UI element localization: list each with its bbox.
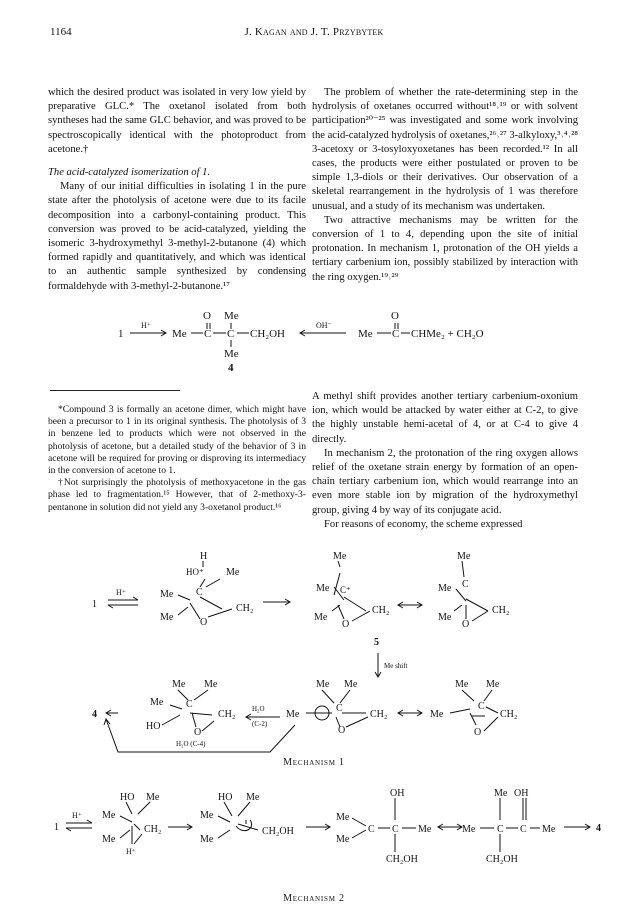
svg-text:H⁺: H⁺ bbox=[116, 588, 126, 597]
svg-text:CH₂OH: CH₂OH bbox=[486, 854, 518, 865]
right-column-lower bbox=[312, 390, 578, 532]
right-paragraph-1: The problem of whether the rate-determining step in the hydrolysis of oxetanes occurred without¹⁸˒¹⁹ or with solvent participation²⁰⁻²⁵ was investigated and some work involving the acid-catalyzed hydrolysis of oxetanes,²⁶˒²⁷ 3-alkyloxy,³˒⁴˒²⁸ 3-acetoxy or 3-tosyloxyoxetanes has been recorded.¹² In all cases, the products were either postulated or proven to be simple 1,3-diols or their derivatives. Our observation of a skeletal rearrangement in the hydrolysis of 1 was therefore unusual, and a study of its mechanism was undertaken. bbox=[312, 87, 578, 212]
compound-5-label: 5 bbox=[374, 637, 379, 648]
svg-text:Me: Me bbox=[333, 551, 347, 562]
svg-text:O: O bbox=[342, 619, 350, 630]
svg-text:C: C bbox=[392, 328, 400, 340]
svg-text:C: C bbox=[392, 824, 399, 835]
mechanism-2-caption: Mechanism 2 bbox=[283, 893, 345, 904]
svg-text:Me: Me bbox=[316, 583, 330, 594]
svg-text:H₂O (C-4): H₂O (C-4) bbox=[176, 740, 206, 748]
svg-text:Me: Me bbox=[457, 551, 471, 562]
svg-text:Me: Me bbox=[224, 348, 239, 360]
right-paragraph-5: For reasons of economy, the scheme expressed bbox=[324, 518, 523, 530]
svg-text:Me: Me bbox=[336, 834, 350, 845]
footnote-2: †Not surprisingly the photolysis of methoxyacetone in the gas phase led to fragmentation.¹⁵ However, that of 2-methoxy-3-pentanone in solution did not yield any 3-oxetanol product.¹⁶ bbox=[48, 477, 306, 513]
svg-text:CH₂: CH₂ bbox=[218, 709, 236, 720]
left-column bbox=[48, 86, 306, 294]
svg-text:Me: Me bbox=[102, 810, 116, 821]
svg-text:Me: Me bbox=[172, 679, 186, 690]
svg-text:Me shift: Me shift bbox=[384, 662, 408, 670]
left-paragraph-2: Many of our initial difficulties in isolating 1 in the pure state after the photolysis of acetone were due to its facile decomposition into a carbonyl-containing product. This conversion was proved to be acid-catalyzed, yielding the isomeric 3-hydroxymethyl 3-methyl-2-butanone (4) which formed rapidly and quantitatively, and which was identical to an authentic sample synthesized by condensing formaldehyde with 3-methyl-2-butanone.¹⁷ bbox=[48, 181, 306, 292]
svg-text:Me: Me bbox=[316, 679, 330, 690]
svg-text:Me: Me bbox=[172, 328, 187, 340]
svg-text:Me: Me bbox=[286, 709, 300, 720]
svg-text:CH₂: CH₂ bbox=[144, 824, 162, 835]
right-paragraph-4: In mechanism 2, the protonation of the ring oxygen allows relief of the oxetane strain energy by formation of an open-chain tertiary carbenium ion, which would rearrange into an even more stable ion by migration of the hydroxymethyl group, giving 4 by way of its conjugate acid. bbox=[312, 447, 578, 516]
svg-text:O: O bbox=[474, 727, 482, 738]
svg-text:Me: Me bbox=[486, 679, 500, 690]
svg-text:Me: Me bbox=[150, 697, 164, 708]
svg-text:(C-2): (C-2) bbox=[252, 720, 268, 728]
svg-text:1: 1 bbox=[54, 822, 59, 833]
svg-text:Me: Me bbox=[344, 679, 358, 690]
running-authors: J. Kagan and J. T. Przybytek bbox=[244, 26, 384, 38]
svg-text:OH: OH bbox=[390, 788, 405, 799]
svg-text:OH: OH bbox=[514, 788, 529, 799]
scheme1-hplus: H⁺ bbox=[141, 321, 151, 330]
svg-text:H: H bbox=[200, 551, 208, 562]
svg-text:Me: Me bbox=[494, 788, 508, 799]
svg-text:Me: Me bbox=[462, 824, 476, 835]
svg-text:C⁺: C⁺ bbox=[340, 585, 351, 595]
svg-text:Me: Me bbox=[246, 792, 260, 803]
scheme-hydrolysis bbox=[0, 305, 628, 375]
svg-text:C: C bbox=[462, 579, 469, 590]
svg-text:HO: HO bbox=[218, 792, 233, 803]
running-header bbox=[0, 26, 628, 42]
mechanism-2-scheme bbox=[0, 780, 628, 885]
compound-4-label: 4 bbox=[228, 362, 234, 374]
svg-text:4: 4 bbox=[596, 823, 601, 834]
svg-text:CH₂OH: CH₂OH bbox=[386, 854, 418, 865]
right-paragraph-3: A methyl shift provides another tertiary carbenium-oxonium ion, which would be attacked by water either at C-2, to give the highly unstable hemi-acetal of 4, or at C-4 to give 4 directly. bbox=[312, 391, 578, 445]
svg-text:O: O bbox=[391, 310, 399, 322]
svg-text:C: C bbox=[368, 824, 375, 835]
svg-text:Me: Me bbox=[224, 310, 239, 322]
scheme1-start: 1 bbox=[118, 328, 124, 340]
svg-text:1: 1 bbox=[92, 599, 97, 610]
page-number: 1164 bbox=[50, 26, 72, 38]
svg-text:OH⁻: OH⁻ bbox=[316, 321, 332, 330]
footnote-rule bbox=[50, 390, 180, 391]
svg-text:Me: Me bbox=[358, 328, 373, 340]
svg-text:Me: Me bbox=[418, 824, 432, 835]
svg-text:Me: Me bbox=[204, 679, 218, 690]
svg-text:C: C bbox=[478, 701, 485, 712]
right-column-top bbox=[312, 86, 578, 285]
svg-text:Me: Me bbox=[430, 709, 444, 720]
svg-text:Me: Me bbox=[102, 834, 116, 845]
svg-text:Me: Me bbox=[226, 567, 240, 578]
svg-text:HO⁺: HO⁺ bbox=[186, 567, 204, 577]
svg-text:C: C bbox=[204, 328, 212, 340]
svg-text:O: O bbox=[194, 727, 202, 738]
svg-text:CH₂: CH₂ bbox=[370, 709, 388, 720]
svg-text:CHMe₂ + CH₂O: CHMe₂ + CH₂O bbox=[411, 328, 484, 340]
svg-text:Me: Me bbox=[542, 824, 556, 835]
svg-text:H⁺: H⁺ bbox=[72, 811, 82, 820]
svg-text:CH₂: CH₂ bbox=[500, 709, 518, 720]
svg-text:H⁺: H⁺ bbox=[126, 847, 136, 856]
svg-text:H₂O: H₂O bbox=[252, 705, 265, 713]
section-subheading: The acid-catalyzed isomerization of 1. bbox=[48, 167, 211, 179]
svg-text:CH₂: CH₂ bbox=[236, 603, 254, 614]
mech1-product-label: 4 bbox=[92, 709, 97, 720]
svg-text:HO: HO bbox=[120, 792, 135, 803]
svg-text:O: O bbox=[462, 619, 470, 630]
svg-text:CH₂: CH₂ bbox=[372, 605, 390, 616]
footnotes bbox=[48, 404, 306, 514]
svg-text:CH₂OH: CH₂OH bbox=[250, 328, 286, 340]
svg-text:O: O bbox=[203, 310, 211, 322]
svg-text:Me: Me bbox=[200, 834, 214, 845]
svg-text:Me: Me bbox=[438, 612, 452, 623]
mechanism-1-caption: Mechanism 1 bbox=[283, 757, 345, 768]
svg-text:Me: Me bbox=[200, 810, 214, 821]
svg-text:O: O bbox=[338, 725, 346, 736]
svg-text:C: C bbox=[196, 587, 203, 598]
footnote-1: *Compound 3 is formally an acetone dimer, which might have been a precursor to 1 in its original synthesis. The photolysis of 3 in benzene led to products which were not observed in the photolysis of acetone, but a detailed study of the behavior of 3 in acetone will be required for proving or disproving its intermediacy in the conversion of acetone to 1. bbox=[48, 404, 306, 477]
svg-text:Me: Me bbox=[438, 583, 452, 594]
svg-text:Me: Me bbox=[455, 679, 469, 690]
left-paragraph-1: which the desired product was isolated in very low yield by preparative GLC.* The oxetanol isolated from both syntheses had the same GLC behavior, and was proved to be spectroscopically identical with the photoproduct from acetone.† bbox=[48, 87, 306, 155]
svg-text:Me: Me bbox=[336, 812, 350, 823]
svg-text:CH₂: CH₂ bbox=[492, 605, 510, 616]
svg-text:C: C bbox=[186, 699, 193, 710]
mechanism-1-scheme bbox=[0, 545, 628, 760]
svg-text:Me: Me bbox=[146, 792, 160, 803]
svg-text:C: C bbox=[227, 328, 235, 340]
svg-text:C: C bbox=[497, 824, 504, 835]
svg-text:Me: Me bbox=[160, 612, 174, 623]
svg-text:Me: Me bbox=[160, 589, 174, 600]
svg-text:C: C bbox=[520, 824, 527, 835]
svg-text:C: C bbox=[336, 703, 343, 714]
svg-text:CH₂OH: CH₂OH bbox=[262, 826, 294, 837]
svg-text:HO: HO bbox=[146, 721, 161, 732]
svg-text:O: O bbox=[200, 617, 208, 628]
right-paragraph-2: Two attractive mechanisms may be written for the conversion of 1 to 4, depending upon the site of initial protonation. In mechanism 1, protonation of the OH yields a tertiary carbenium ion, possibly stabilized by interaction with the ring oxygen.¹⁹˒²⁹ bbox=[312, 214, 578, 283]
svg-text:Me: Me bbox=[314, 612, 328, 623]
